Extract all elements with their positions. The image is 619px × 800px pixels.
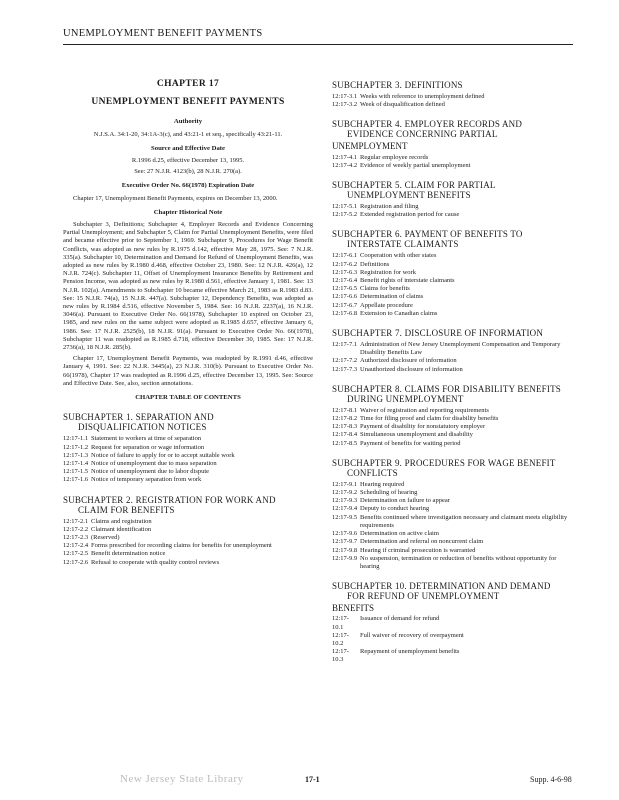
authority-text: N.J.S.A. 34:1-20, 34:1A-3(c), and 43:21-1 et seq., specifically 43:21-11. [93,130,283,138]
subchapter-1-line-2: DISQUALIFICATION NOTICES [78,422,207,433]
subchapter-8-entries [332,407,577,448]
history-paragraph-2: Chapter 17, Unemployment Benefit Payments, was readopted by R.1991 d.46, effective January 4, 1991. See: 22 N.J.R. 3445(a), 23 N.J.R. 310(b). Pursuant to Executive Order No. 66(1978), Chapter 17 was readopted as R.1996 d.25, effective December 13, 1995. See: Source and Effective Date. See, also, section annotations. [63,355,313,387]
subchapter-6-entries [332,252,577,318]
toc-entry-title: Claimant identification [91,525,152,533]
toc-entry [63,435,313,443]
toc-entry [332,423,577,431]
subchapter-7-line-1: SUBCHAPTER 7. DISCLOSURE OF INFORMATION [332,328,544,339]
toc-entry [332,310,577,318]
subchapter-8-line-2: DURING UNEMPLOYMENT [347,393,464,404]
subchapter-7-entries [332,341,577,374]
toc-entry [332,341,577,357]
toc-entry-number: 12:17-6.5 [332,285,358,293]
toc-entry-number: 12:17-8.5 [332,439,358,447]
subchapter-10-line-2: FOR REFUND OF UNEMPLOYMENT [347,591,500,602]
toc-entry [332,530,577,538]
toc-entry-title: Repayment of unemployment benefits [360,648,460,656]
toc-entry-number: 12:17-5.2 [332,211,358,219]
toc-entry-number: 12:17-2.5 [63,550,89,558]
toc-entry [332,252,577,260]
toc-entry [332,481,577,489]
toc-entry-title: Week of disqualification defined [360,101,445,109]
toc-entry-title: Payment of benefits for waiting period [360,439,461,447]
subchapter-1-line-1: SUBCHAPTER 1. SEPARATION AND [63,412,214,423]
toc-entry-number: 12:17-6.4 [332,277,358,285]
toc-entry [63,534,313,542]
subchapter-4-line-1: SUBCHAPTER 4. EMPLOYER RECORDS AND [332,119,523,130]
toc-entry [332,547,577,555]
toc-entry [332,632,577,648]
toc-entry-number: 12:17-6.1 [332,252,358,260]
toc-entry [63,542,313,550]
toc-entry-title: Time for filing proof and claim for disability benefits [360,415,499,423]
toc-entry [332,93,577,101]
subchapter-10-line-3: BENEFITS [332,603,375,614]
toc-entry-title: Request for separation or wage information [91,443,205,451]
toc-entry-number: 12:17-9.2 [332,489,358,497]
toc-entry-title: Notice of failure to apply for or to accept suitable work [91,451,235,459]
toc-entry-title: Evidence of weekly partial unemployment [360,161,471,169]
chapter-title: UNEMPLOYMENT BENEFIT PAYMENTS [91,97,285,108]
toc-entry-number: 12:17-1.3 [63,451,89,459]
subchapter-4-entries [332,154,577,170]
toc-entry-number: 12:17-1.1 [63,435,89,443]
toc-entry-title: Administration of New Jersey Unemployment Compensation and Temporary Disability Benefits Law [360,341,561,357]
toc-entry [63,550,313,558]
history-heading: Chapter Historical Note [153,208,223,216]
toc-entry-number: 12:17-1.4 [63,459,89,467]
history-paragraph-1: Subchapter 3, Definitions; Subchapter 4, Employer Records and Evidence Concerning Partial Unemployment; and Subchapter 5, Claim for Partial Unemployment Benefits, were filed and became effective prior to September 1, 1969. Subchapter 9, Procedures for Wage Benefit Conflicts, was adopted as new rules by R.1975 d.142, effective May 28, 1975. See: 7 N.J.R. 335(a). Subchapter 10, Determination and Demand for Refund of Unemployment Benefits, was adopted as new rules by R.1980 d.468, effective October 23, 1980. See: 12 N.J.R. 426(a), 12 N.J.R. 724(c). Subchapter 11, Offset of Unemployment Insurance Benefits by Retirement and Pension Income, was adopted as new rules by R.1980 d.561, effective January 1, 1981. See: 13 N.J.R. 102(a). Amendments to Subchapter 10 became effective March 21, 1983 as R.1983 d.83. See: 15 N.J.R. 74(a), 15 N.J.R. 447(a). Subchapter 12, Dependency Benefits, was adopted as new rules by R.1984 d.516, effective November 5, 1984. See: 16 N.J.R. 2237(a), 16 N.J.R. 3046(a). Pursuant to Executive Order No. 66(1978), Subchapter 10 expired on October 23, 1985, and new rules on the same subject were adopted as R.1985 d.657, effective January 6, 1986. See: 17 N.J.R. 2525(b), 18 N.J.R. 91(a). Pursuant to Executive Order No. 66(1978), Subchapter 11 was readopted as R.1985 d.718, effective December 30, 1985. See: 17 N.J.R. 2736(a), 18 N.J.R. 285(b). [63,221,313,352]
toc-entry-title: Benefit determination notice [91,550,166,558]
toc-entry [332,648,577,664]
toc-entry [332,269,577,277]
subchapter-5-line-2: UNEMPLOYMENT BENEFITS [347,190,471,201]
page-number: 17-1 [305,775,320,784]
toc-entry-title: Forms prescribed for recording claims for benefits for unemployment [91,542,272,550]
toc-entry-title: (Reserved) [91,533,120,541]
toc-entry [332,440,577,448]
toc-entry-title: Benefits continued where investigation necessary and claimant meets eligibility requirements [360,513,568,529]
toc-entry-number: 12:17-3.1 [332,93,358,100]
subchapter-9-line-1: SUBCHAPTER 9. PROCEDURES FOR WAGE BENEFIT [332,457,556,468]
toc-entry-number: 12:17-6.7 [332,301,358,309]
subchapter-3-line-1: SUBCHAPTER 3. DEFINITIONS [332,80,463,90]
toc-entry-title: Determination of claims [360,293,424,301]
toc-entry-title: Statement to workers at time of separation [91,435,202,443]
toc-entry [63,460,313,468]
toc-entry-title: Regular employee records [360,153,429,161]
toc-entry-number: 12:17-9.7 [332,538,358,546]
toc-entry [332,285,577,293]
subchapter-4-line-3: UNEMPLOYMENT [332,141,408,152]
toc-entry-title: Cooperation with other states [360,252,437,260]
subchapter-2-entries [63,518,313,567]
toc-entry [332,293,577,301]
source-text-1: R.1996 d.25, effective December 13, 1995. [131,157,245,165]
toc-entry-number: 12:17-7.3 [332,365,358,373]
subchapter-7-heading [332,328,577,338]
toc-entry-title: Notice of unemployment due to mass separation [91,459,217,467]
toc-entry-number: 12:17-10.2 [332,631,349,647]
supplement-date: Supp. 4-6-98 [530,775,572,784]
source-text-2: See: 27 N.J.R. 4123(b), 28 N.J.R. 270(a). [134,168,242,176]
toc-entry-title: No suspension, termination or reduction of benefits without opportunity for hearing [360,554,557,570]
subchapter-10-heading [332,581,577,601]
toc-entry-number: 12:17-5.1 [332,203,358,211]
toc-entry [63,476,313,484]
toc-entry-number: 12:17-9.9 [332,554,358,562]
source-heading: Source and Effective Date [151,144,225,152]
toc-entry-title: Extension to Canadian claims [360,309,438,317]
subchapter-2-line-1: SUBCHAPTER 2. REGISTRATION FOR WORK AND [63,494,276,505]
toc-entry [332,357,577,365]
toc-entry-number: 12:17-10.3 [332,648,349,664]
toc-entry-title: Authorized disclosure of information [360,357,457,365]
subchapter-3-entries [332,93,577,109]
toc-entry [332,514,577,530]
toc-entry-number: 12:17-6.3 [332,268,358,276]
toc-entry-number: 12:17-7.1 [332,341,358,349]
toc-entry [332,302,577,310]
toc-entry-number: 12:17-6.8 [332,309,358,317]
subchapter-6-heading [332,229,577,249]
toc-entry-title: Hearing required [360,480,405,488]
toc-entry-title: Notice of unemployment due to labor dispute [91,468,210,476]
toc-entry [332,407,577,415]
toc-entry-number: 12:17-8.1 [332,406,358,414]
left-column [63,80,313,567]
toc-entry-title: Extended registration period for cause [360,211,460,219]
subchapter-10-line-1: SUBCHAPTER 10. DETERMINATION AND DEMAND [332,581,551,592]
toc-entry-number: 12:17-3.2 [332,101,358,109]
toc-entry [332,415,577,423]
toc-entry [332,203,577,211]
toc-entry-number: 12:17-9.3 [332,497,358,505]
subchapter-4-heading [332,119,577,139]
toc-entry [332,489,577,497]
subchapter-3-heading [332,80,577,90]
toc-entry-title: Weeks with reference to unemployment defined [360,93,485,100]
toc-entry-title: Payment of disability for nonstatutory employer [360,423,486,431]
toc-entry-number: 12:17-2.1 [63,517,89,525]
toc-entry [332,162,577,170]
toc-entry [332,538,577,546]
toc-entry-title: Benefit rights of interstate claimants [360,277,455,285]
toc-entry-title: Appellate procedure [360,301,413,309]
header-rule [63,44,573,45]
toc-entry-number: 12:17-4.2 [332,161,358,169]
toc-entry-number: 12:17-8.4 [332,431,358,439]
toc-entry-number: 12:17-2.4 [63,542,89,550]
toc-entry-title: Registration and filing [360,203,419,211]
subchapter-5-line-1: SUBCHAPTER 5. CLAIM FOR PARTIAL [332,180,496,191]
toc-entry [332,366,577,374]
toc-entry-number: 12:17-1.6 [63,476,89,484]
eo-heading: Executive Order No. 66(1978) Expiration Date [121,182,255,190]
toc-entry-number: 12:17-1.2 [63,443,89,451]
subchapter-5-heading [332,180,577,200]
subchapter-9-heading [332,458,577,478]
toc-entry [332,497,577,505]
toc-entry-title: Definitions [360,260,390,268]
toc-entry-title: Determination on active claim [360,530,439,538]
toc-entry [63,526,313,534]
right-column [332,80,577,665]
authority-heading: Authority [173,118,203,126]
toc-entry-title: Refusal to cooperate with quality control reviews [91,558,220,566]
toc-entry [332,277,577,285]
subchapter-10-entries [332,615,577,664]
toc-entry-title: Hearing if criminal prosecution is warranted [360,546,476,554]
toc-entry-number: 12:17-2.6 [63,558,89,566]
toc-heading: CHAPTER TABLE OF CONTENTS [135,394,241,402]
subchapter-4-line-2: EVIDENCE CONCERNING PARTIAL [347,129,498,140]
toc-entry-number: 12:17-2.3 [63,533,89,541]
toc-entry [332,431,577,439]
toc-entry-number: 12:17-9.5 [332,513,358,521]
toc-entry [332,211,577,219]
toc-entry-number: 12:17-6.6 [332,293,358,301]
toc-entry-title: Full waiver of recovery of overpayment [360,631,464,639]
toc-entry-title: Claims and registration [91,517,152,525]
eo-text: Chapter 17, Unemployment Benefit Payments, expires on December 13, 2000. [73,194,278,202]
subchapter-1-entries [63,435,313,484]
toc-entry-number: 12:17-1.5 [63,468,89,476]
subchapter-1-heading [63,412,313,432]
toc-entry-number: 12:17-8.3 [332,423,358,431]
toc-entry-number: 12:17-9.6 [332,530,358,538]
toc-entry-number: 12:17-9.8 [332,546,358,554]
subchapter-9-line-2: CONFLICTS [347,467,398,478]
toc-entry [63,452,313,460]
toc-entry-title: Determination and referral on noncurrent claim [360,538,484,546]
subchapter-9-entries [332,481,577,571]
toc-entry [332,615,577,631]
toc-entry [63,559,313,567]
subchapter-8-line-1: SUBCHAPTER 8. CLAIMS FOR DISABILITY BENEFITS [332,383,561,394]
chapter-number: CHAPTER 17 [156,79,220,89]
subchapter-6-line-2: INTERSTATE CLAIMANTS [347,239,459,250]
toc-entry [332,505,577,513]
toc-entry [332,555,577,571]
toc-entry [332,154,577,162]
toc-entry-number: 12:17-4.1 [332,153,358,161]
toc-entry [332,261,577,269]
toc-entry [63,444,313,452]
toc-entry-number: 12:17-9.1 [332,480,358,488]
toc-entry-title: Simultaneous unemployment and disability [360,431,473,439]
toc-entry-title: Notice of temporary separation from work [91,476,202,484]
subchapter-5-entries [332,203,577,219]
toc-entry [332,101,577,109]
toc-entry-title: Determination on failure to appear [360,497,450,505]
toc-entry-title: Registration for work [360,268,416,276]
toc-entry [63,468,313,476]
toc-entry-title: Scheduling of hearing [360,489,418,497]
toc-entry-title: Issuance of demand for refund [360,615,440,623]
subchapter-2-line-2: CLAIM FOR BENEFITS [78,504,175,515]
toc-entry-number: 12:17-8.2 [332,415,358,423]
toc-entry-number: 12:17-2.2 [63,525,89,533]
toc-entry-title: Claims for benefits [360,285,410,293]
toc-entry-number: 12:17-6.2 [332,260,358,268]
subchapter-8-heading [332,384,577,404]
subchapter-6-line-1: SUBCHAPTER 6. PAYMENT OF BENEFITS TO [332,229,523,240]
toc-entry [63,518,313,526]
toc-entry-number: 12:17-10.1 [332,615,349,631]
toc-entry-number: 12:17-7.2 [332,357,358,365]
toc-entry-title: Unauthorized disclosure of information [360,365,463,373]
subchapter-2-heading [63,495,313,515]
toc-entry-title: Waiver of registration and reporting requirements [360,406,489,414]
toc-entry-title: Deputy to conduct hearing [360,505,430,513]
running-header: UNEMPLOYMENT BENEFIT PAYMENTS [63,28,263,39]
toc-entry-number: 12:17-9.4 [332,505,358,513]
library-stamp: New Jersey State Library [120,773,244,785]
